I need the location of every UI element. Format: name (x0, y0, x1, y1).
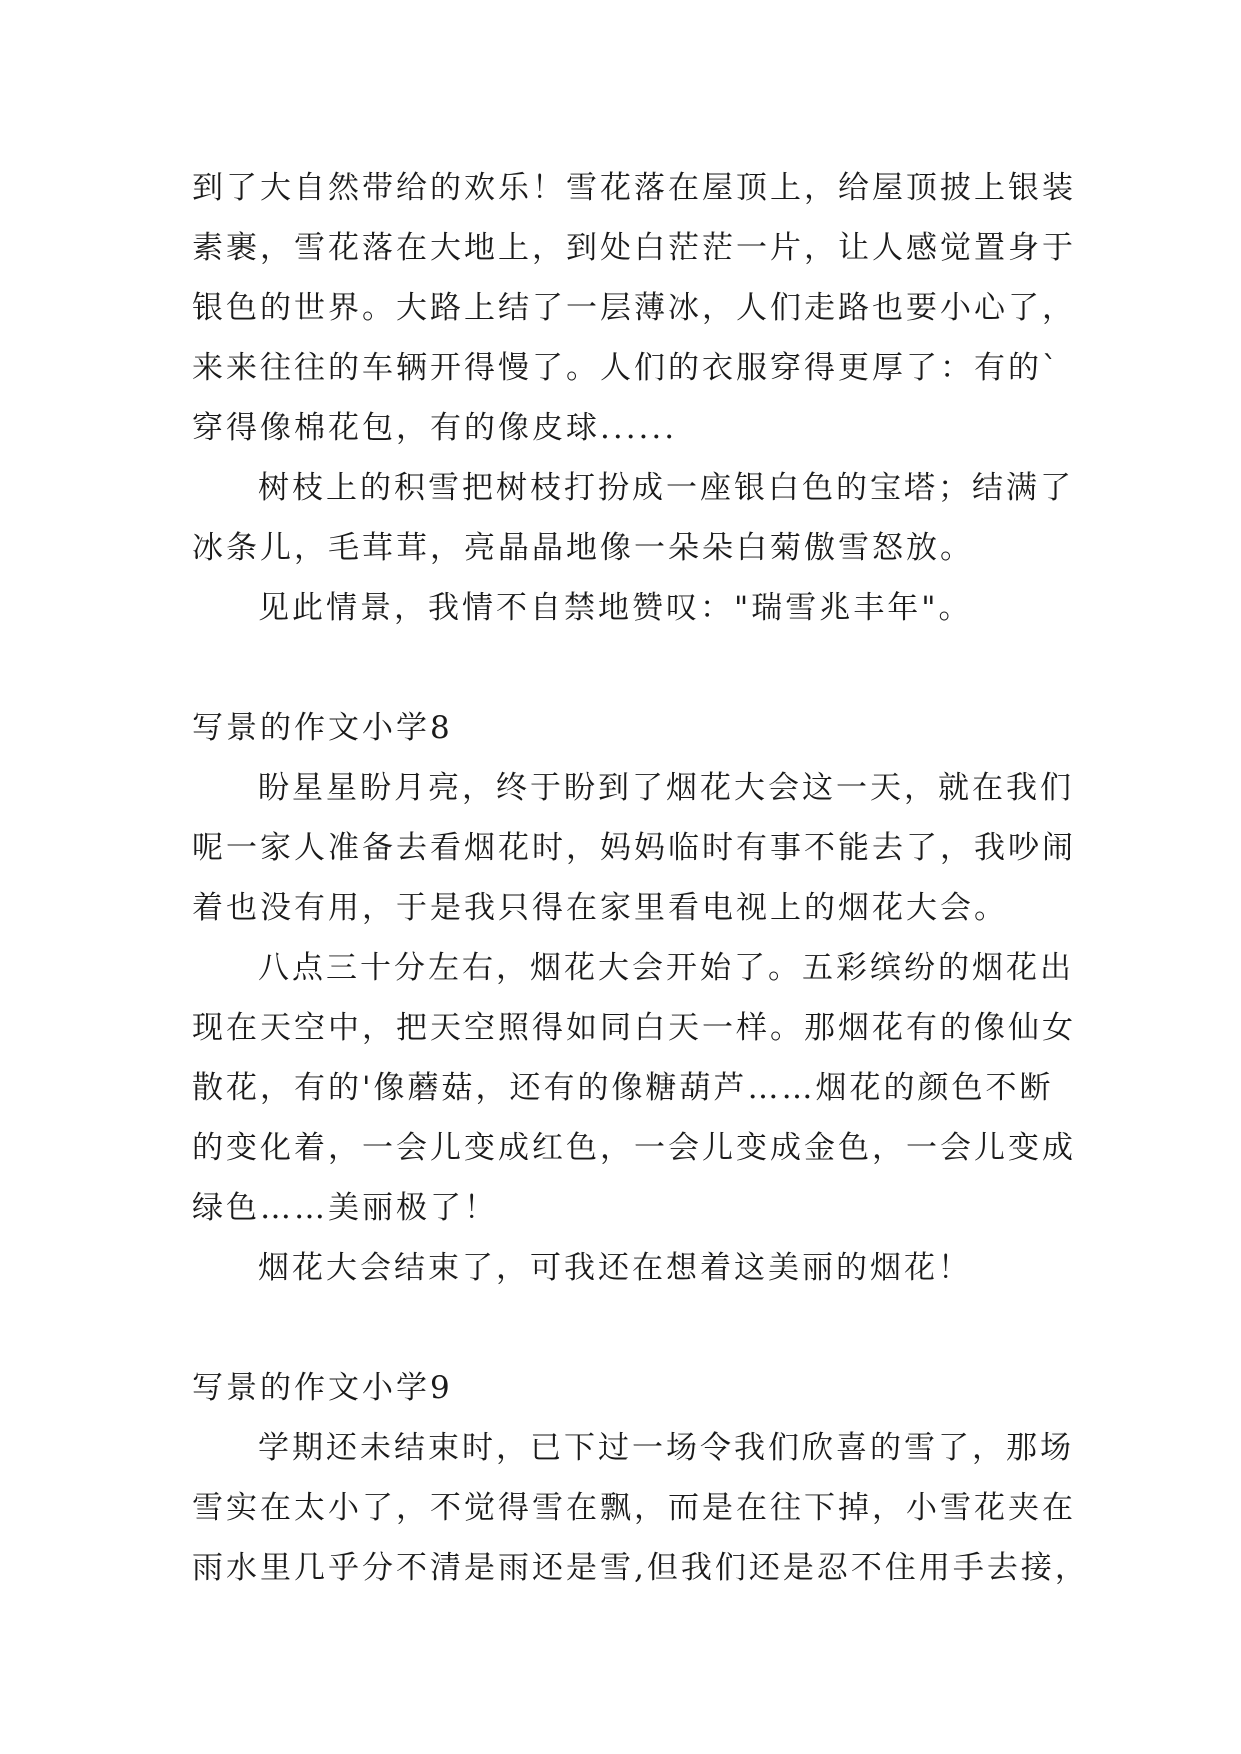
text-line: 雨水里几乎分不清是雨还是雪,但我们还是忍不住用手去接， (192, 1550, 1089, 1586)
text-line: 盼星星盼月亮，终于盼到了烟花大会这一天，就在我们 (258, 770, 1074, 806)
essay-title: 写景的作文小学9 (192, 1370, 453, 1406)
text-line: 雪实在太小了，不觉得雪在飘，而是在往下掉，小雪花夹在 (192, 1490, 1076, 1526)
paragraph (192, 158, 1076, 458)
document-body (192, 158, 1089, 1598)
text-line: 学期还未结束时，已下过一场令我们欣喜的雪了，那场 (258, 1430, 1074, 1466)
text-line: 呢一家人准备去看烟花时，妈妈临时有事不能去了，我吵闹 (192, 830, 1076, 866)
text-line: 冰条儿，毛茸茸，亮晶晶地像一朵朵白菊傲雪怒放。 (192, 530, 974, 566)
text-line: 树枝上的积雪把树枝打扮成一座银白色的宝塔；结满了 (258, 470, 1074, 506)
text-line: 八点三十分左右，烟花大会开始了。五彩缤纷的烟花出 (258, 950, 1074, 986)
text-line: 见此情景，我情不自禁地赞叹："瑞雪兆丰年"。 (258, 590, 973, 626)
text-line: 银色的世界。大路上结了一层薄冰，人们走路也要小心了， (192, 290, 1076, 326)
paragraph (192, 1418, 1089, 1598)
essay-title: 写景的作文小学8 (192, 710, 453, 746)
text-line: 烟花大会结束了，可我还在想着这美丽的烟花！ (258, 1250, 972, 1286)
text-line: 到了大自然带给的欢乐！雪花落在屋顶上，给屋顶披上银装 (192, 170, 1076, 206)
text-line: 素裹，雪花落在大地上，到处白茫茫一片，让人感觉置身于 (192, 230, 1076, 266)
paragraph (192, 1238, 1062, 1298)
text-line: 来来往往的车辆开得慢了。人们的衣服穿得更厚了：有的` (192, 350, 1061, 386)
paragraph (192, 578, 1062, 638)
section-gap (192, 1298, 1062, 1358)
text-line: 绿色……美丽极了！ (192, 1190, 498, 1226)
paragraph (192, 938, 1076, 1238)
text-line: 的变化着，一会儿变成红色，一会儿变成金色，一会儿变成 (192, 1130, 1076, 1166)
paragraph (192, 458, 1074, 578)
text-line: 现在天空中，把天空照得如同白天一样。那烟花有的像仙女 (192, 1010, 1076, 1046)
text-line: 着也没有用，于是我只得在家里看电视上的烟花大会。 (192, 890, 1008, 926)
paragraph (192, 758, 1076, 938)
text-line: 散花，有的'像蘑菇，还有的像糖葫芦……烟花的颜色不断 (192, 1070, 1054, 1106)
text-line: 穿得像棉花包，有的像皮球...... (192, 410, 678, 446)
section-gap (192, 638, 1062, 698)
